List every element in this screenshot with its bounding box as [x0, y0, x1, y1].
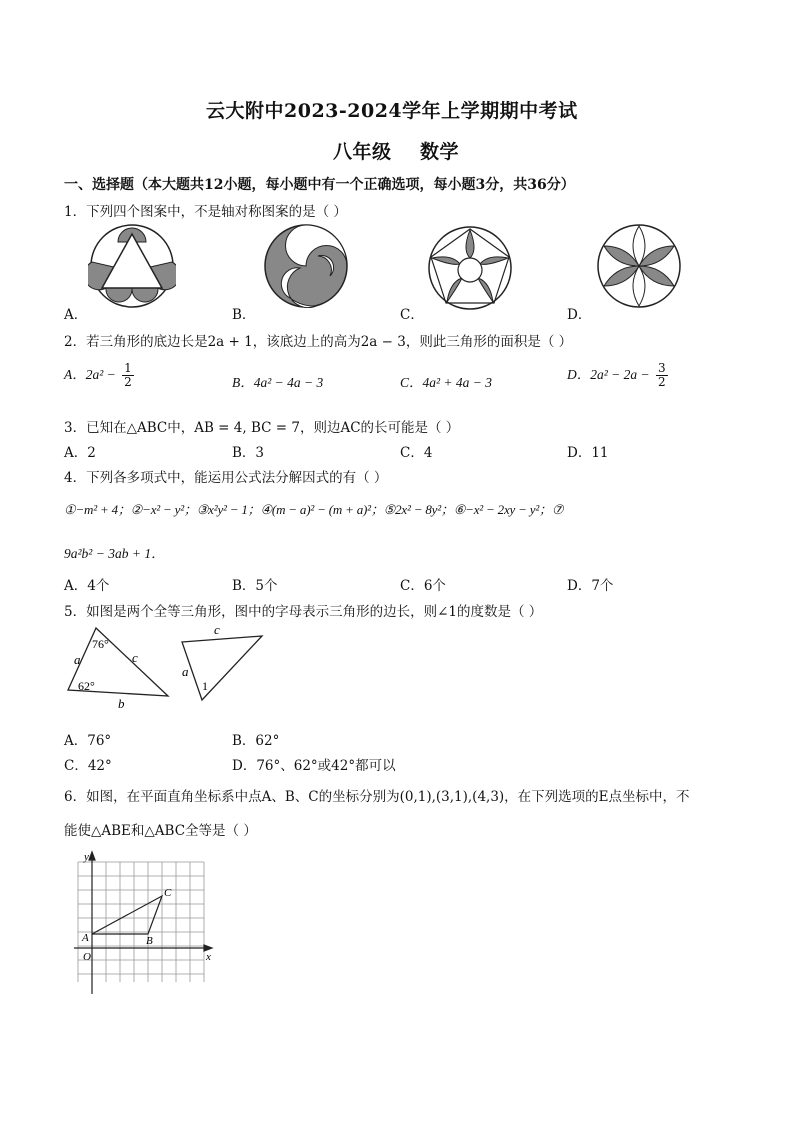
q1-option-a[interactable]: A．: [64, 307, 88, 323]
q3-option-a[interactable]: A．2: [64, 445, 96, 461]
q5-angle-62: 62°: [78, 679, 95, 693]
q1-figure-b: [260, 224, 352, 308]
q5-triangle-right: [182, 636, 262, 700]
q1-figure-d: [596, 224, 682, 308]
q2-d-denominator: 2: [657, 375, 666, 389]
q5-label-c-left: c: [132, 650, 138, 665]
section-heading: 一、选择题（本大题共12小题，每小题中有一个正确选项，每小题3分，共36分）: [64, 177, 575, 193]
q4-items-line1: ①−m² + 4；②−x² − y²；③x²y² − 1；④(m − a)² − (m + a)²；⑤2x² − 8y²；⑥−x² − 2xy − y²；⑦: [64, 502, 564, 517]
q2-option-c[interactable]: C．4a² + 4a − 3: [400, 375, 493, 390]
q1-option-d[interactable]: D．: [567, 307, 592, 323]
q6-label-b: B: [146, 935, 153, 947]
q2-option-d-prefix: D．2a² − 2a −: [567, 367, 650, 382]
q6-triangle-abc: [92, 896, 162, 934]
q5-angle-76: 76°: [92, 637, 109, 651]
q6-label-o: O: [83, 951, 91, 963]
q5-figure: [64, 620, 274, 712]
q1-figure-c: [426, 224, 514, 310]
q2-option-b[interactable]: B．4a² − 4a − 3: [232, 375, 324, 390]
question-1-stem: 1．下列四个图案中，不是轴对称图案的是（ ）: [64, 204, 347, 220]
q3-option-c[interactable]: C．4: [400, 445, 433, 461]
q5-option-a[interactable]: A．76°: [64, 733, 112, 749]
q4-option-b[interactable]: B．5个: [232, 578, 278, 594]
q6-label-y: y: [84, 851, 89, 863]
q1-figure-a: [88, 224, 176, 308]
question-6-stem-line1: 6．如图，在平面直角坐标系中点A、B、C的坐标分别为(0,1),(3,1),(4,3)，在下列选项的E点坐标中，不: [64, 789, 690, 805]
q2-option-d-fraction: [656, 362, 668, 389]
q5-angle-1: 1: [202, 679, 208, 693]
q2-option-a-fraction: [122, 362, 134, 389]
exam-subtitle: 八年级 数学: [333, 141, 459, 163]
q5-label-b-left: b: [118, 696, 125, 711]
q5-option-b[interactable]: B．62°: [232, 733, 280, 749]
q4-option-c[interactable]: C．6个: [400, 578, 446, 594]
question-6-stem-line2: 能使△ABE和△ABC全等是（ ）: [64, 823, 257, 839]
q6-label-a: A: [82, 932, 89, 944]
question-4-stem: 4．下列各多项式中，能运用公式法分解因式的有（ ）: [64, 470, 388, 486]
exam-title: 云大附中2023-2024学年上学期期中考试: [206, 100, 578, 122]
q2-option-d[interactable]: [567, 362, 670, 389]
q4-items-line2: 9a²b² − 3ab + 1．: [64, 546, 165, 561]
q1-option-c[interactable]: C．: [400, 307, 424, 323]
question-3-stem: 3．已知在△ABC中，AB = 4, BC = 7，则边AC的长可能是（ ）: [64, 420, 460, 436]
q6-label-x: x: [206, 951, 211, 963]
q4-option-d[interactable]: D．7个: [567, 578, 614, 594]
q3-option-d[interactable]: D．11: [567, 445, 609, 461]
q2-option-a-prefix: A．2a² −: [64, 367, 116, 382]
q6-y-axis-arrow: [89, 852, 95, 860]
q1-option-b[interactable]: B．: [232, 307, 256, 323]
question-5-stem: 5．如图是两个全等三角形，图中的字母表示三角形的边长，则∠1的度数是（ ）: [64, 604, 543, 620]
q5-label-a-left: a: [74, 652, 81, 667]
q5-label-c-right: c: [214, 622, 220, 637]
q5-label-a-right: a: [182, 664, 189, 679]
question-2-stem: 2．若三角形的底边长是2a + 1，该底边上的高为2a − 3，则此三角形的面积是（ ）: [64, 334, 573, 350]
q6-coordinate-grid: [72, 850, 222, 996]
q5-option-d[interactable]: D．76°、62°或42°都可以: [232, 758, 396, 774]
q2-a-numerator: 1: [124, 361, 132, 375]
q5-option-c[interactable]: C．42°: [64, 758, 112, 774]
q2-a-denominator: 2: [124, 375, 132, 389]
q4-option-a[interactable]: A．4个: [64, 578, 110, 594]
q2-option-a[interactable]: [64, 362, 136, 389]
q3-option-b[interactable]: B．3: [232, 445, 265, 461]
q2-d-numerator: 3: [657, 361, 666, 375]
q6-label-c: C: [164, 887, 172, 899]
